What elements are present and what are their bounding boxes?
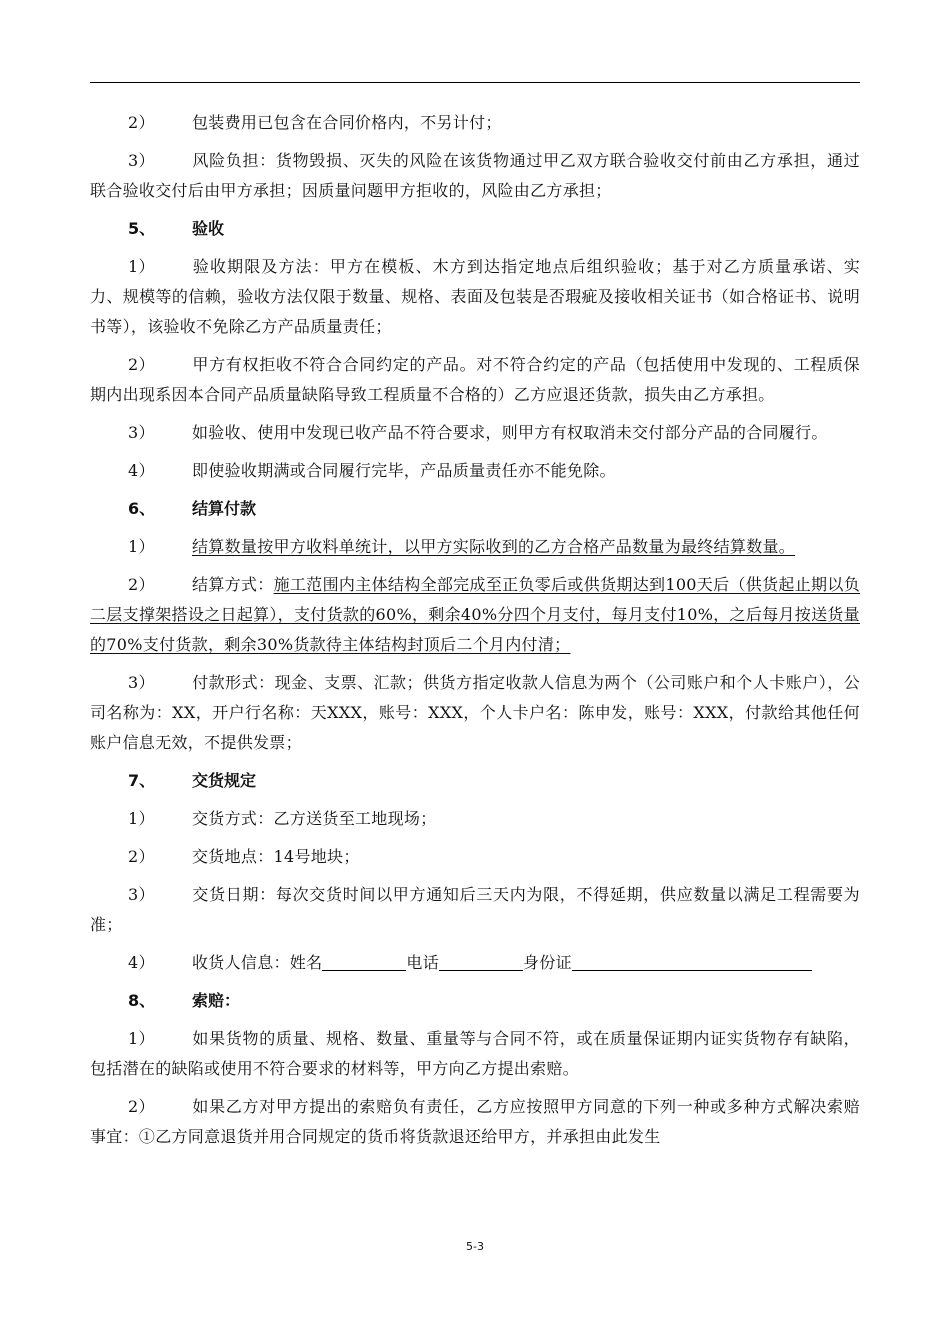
document-body	[90, 108, 860, 1160]
clause-number: 2）	[128, 355, 155, 374]
header-rule	[90, 82, 860, 83]
clause-5-3	[90, 418, 860, 448]
clause-number: 4）	[128, 953, 155, 972]
section-title: 结算付款	[192, 499, 257, 518]
clause-number: 2）	[128, 847, 155, 866]
section-number: 6、	[128, 499, 156, 518]
clause-text: 交货方式：乙方送货至工地现场；	[192, 809, 437, 828]
clause-text: 即使验收期满或合同履行完毕，产品质量责任亦不能免除。	[192, 461, 616, 480]
clause-lead: 结算方式：	[192, 575, 274, 594]
clause-5-4	[90, 456, 860, 486]
consignee-id-label: 身份证	[523, 953, 572, 972]
clause-number: 4）	[128, 461, 155, 480]
clause-8-2	[90, 1092, 860, 1152]
clause-7-1	[90, 804, 860, 834]
clause-number: 3）	[128, 673, 155, 692]
consignee-id-blank[interactable]	[572, 952, 812, 971]
clause-text: 甲方有权拒收不符合合同约定的产品。对不符合约定的产品（包括使用中发现的、工程质保期内出现系因本合同产品质量缺陷导致工程质量不合格的）乙方应退还货款，损失由乙方承担。	[90, 355, 860, 404]
clause-number: 3）	[128, 423, 155, 442]
section-6-heading	[90, 494, 860, 524]
clause-6-1	[90, 532, 860, 562]
consignee-name-label: 收货人信息：姓名	[192, 953, 323, 972]
clause-number: 3）	[128, 151, 155, 170]
consignee-phone-label: 电话	[406, 953, 440, 972]
clause-number: 2）	[128, 1097, 155, 1116]
section-5-heading	[90, 214, 860, 244]
section-number: 5、	[128, 219, 156, 238]
clause-number: 3）	[128, 885, 155, 904]
clause-number: 2）	[128, 575, 155, 594]
clause-5-2	[90, 350, 860, 410]
clause-text: 如果货物的质量、规格、数量、重量等与合同不符，或在质量保证期内证实货物存有缺陷，包括潜在的缺陷或使用不符合要求的材料等，甲方向乙方提出索赔。	[90, 1029, 860, 1078]
section-title: 交货规定	[192, 771, 257, 790]
clause-number: 1）	[128, 537, 155, 556]
clause-7-2	[90, 842, 860, 872]
consignee-name-blank[interactable]	[322, 952, 406, 971]
section-number: 8、	[128, 991, 156, 1010]
clause-number: 1）	[128, 1029, 155, 1048]
clause-8-1	[90, 1024, 860, 1084]
clause-number: 2）	[128, 113, 155, 132]
clause-text: 付款形式：现金、支票、汇款；供货方指定收款人信息为两个（公司账户和个人卡账户），公司名称为：XX，开户行名称：天XXX，账号：XXX，个人卡户名：陈申发，账号：XXX，付款给其他任何账户信息无效，不提供发票；	[90, 673, 860, 752]
section-number: 7、	[128, 771, 156, 790]
clause-7-3	[90, 880, 860, 940]
clause-4-3	[90, 146, 860, 206]
clause-number: 1）	[128, 809, 155, 828]
clause-text: 验收期限及方法：甲方在模板、木方到达指定地点后组织验收；基于对乙方质量承诺、实力、规模等的信赖，验收方法仅限于数量、规格、表面及包装是否瑕疵及接收相关证书（如合格证书、说明书等），该验收不免除乙方产品质量责任；	[90, 257, 860, 336]
clause-text: 交货日期：每次交货时间以甲方通知后三天内为限，不得延期，供应数量以满足工程需要为准；	[90, 885, 860, 934]
clause-text: 交货地点：14号地块；	[192, 847, 360, 866]
clause-7-4	[90, 948, 860, 978]
clause-text: 包装费用已包含在合同价格内，不另计付；	[192, 113, 502, 132]
clause-6-3	[90, 668, 860, 758]
section-7-heading	[90, 766, 860, 796]
clause-text: 如果乙方对甲方提出的索赔负有责任，乙方应按照甲方同意的下列一种或多种方式解决索赔事宜：①乙方同意退货并用合同规定的货币将货款退还给甲方，并承担由此发生	[90, 1097, 860, 1146]
clause-text: 风险负担：货物毁损、灭失的风险在该货物通过甲乙双方联合验收交付前由乙方承担，通过联合验收交付后由甲方承担；因质量问题甲方拒收的，风险由乙方承担；	[90, 151, 860, 200]
consignee-phone-blank[interactable]	[439, 952, 523, 971]
clause-4-2	[90, 108, 860, 138]
section-title: 索赔：	[192, 991, 241, 1010]
page-number: 5-3	[466, 1240, 484, 1253]
section-8-heading	[90, 986, 860, 1016]
clause-text: 如验收、使用中发现已收产品不符合要求，则甲方有权取消未交付部分产品的合同履行。	[192, 423, 828, 442]
clause-number: 1）	[128, 257, 155, 276]
clause-text-underlined: 施工范围内主体结构全部完成至正负零后或供货期达到100天后（供货起止期以负二层支撑架搭设之日起算），支付货款的60%，剩余40%分四个月支付，每月支付10%，之后每月按送货量的70%支付货款，剩余30%货款待主体结构封顶后二个月内付清；	[90, 575, 860, 654]
clause-6-2	[90, 570, 860, 660]
clause-text-underlined: 结算数量按甲方收料单统计，以甲方实际收到的乙方合格产品数量为最终结算数量。	[192, 537, 796, 556]
section-title: 验收	[192, 219, 225, 238]
clause-5-1	[90, 252, 860, 342]
